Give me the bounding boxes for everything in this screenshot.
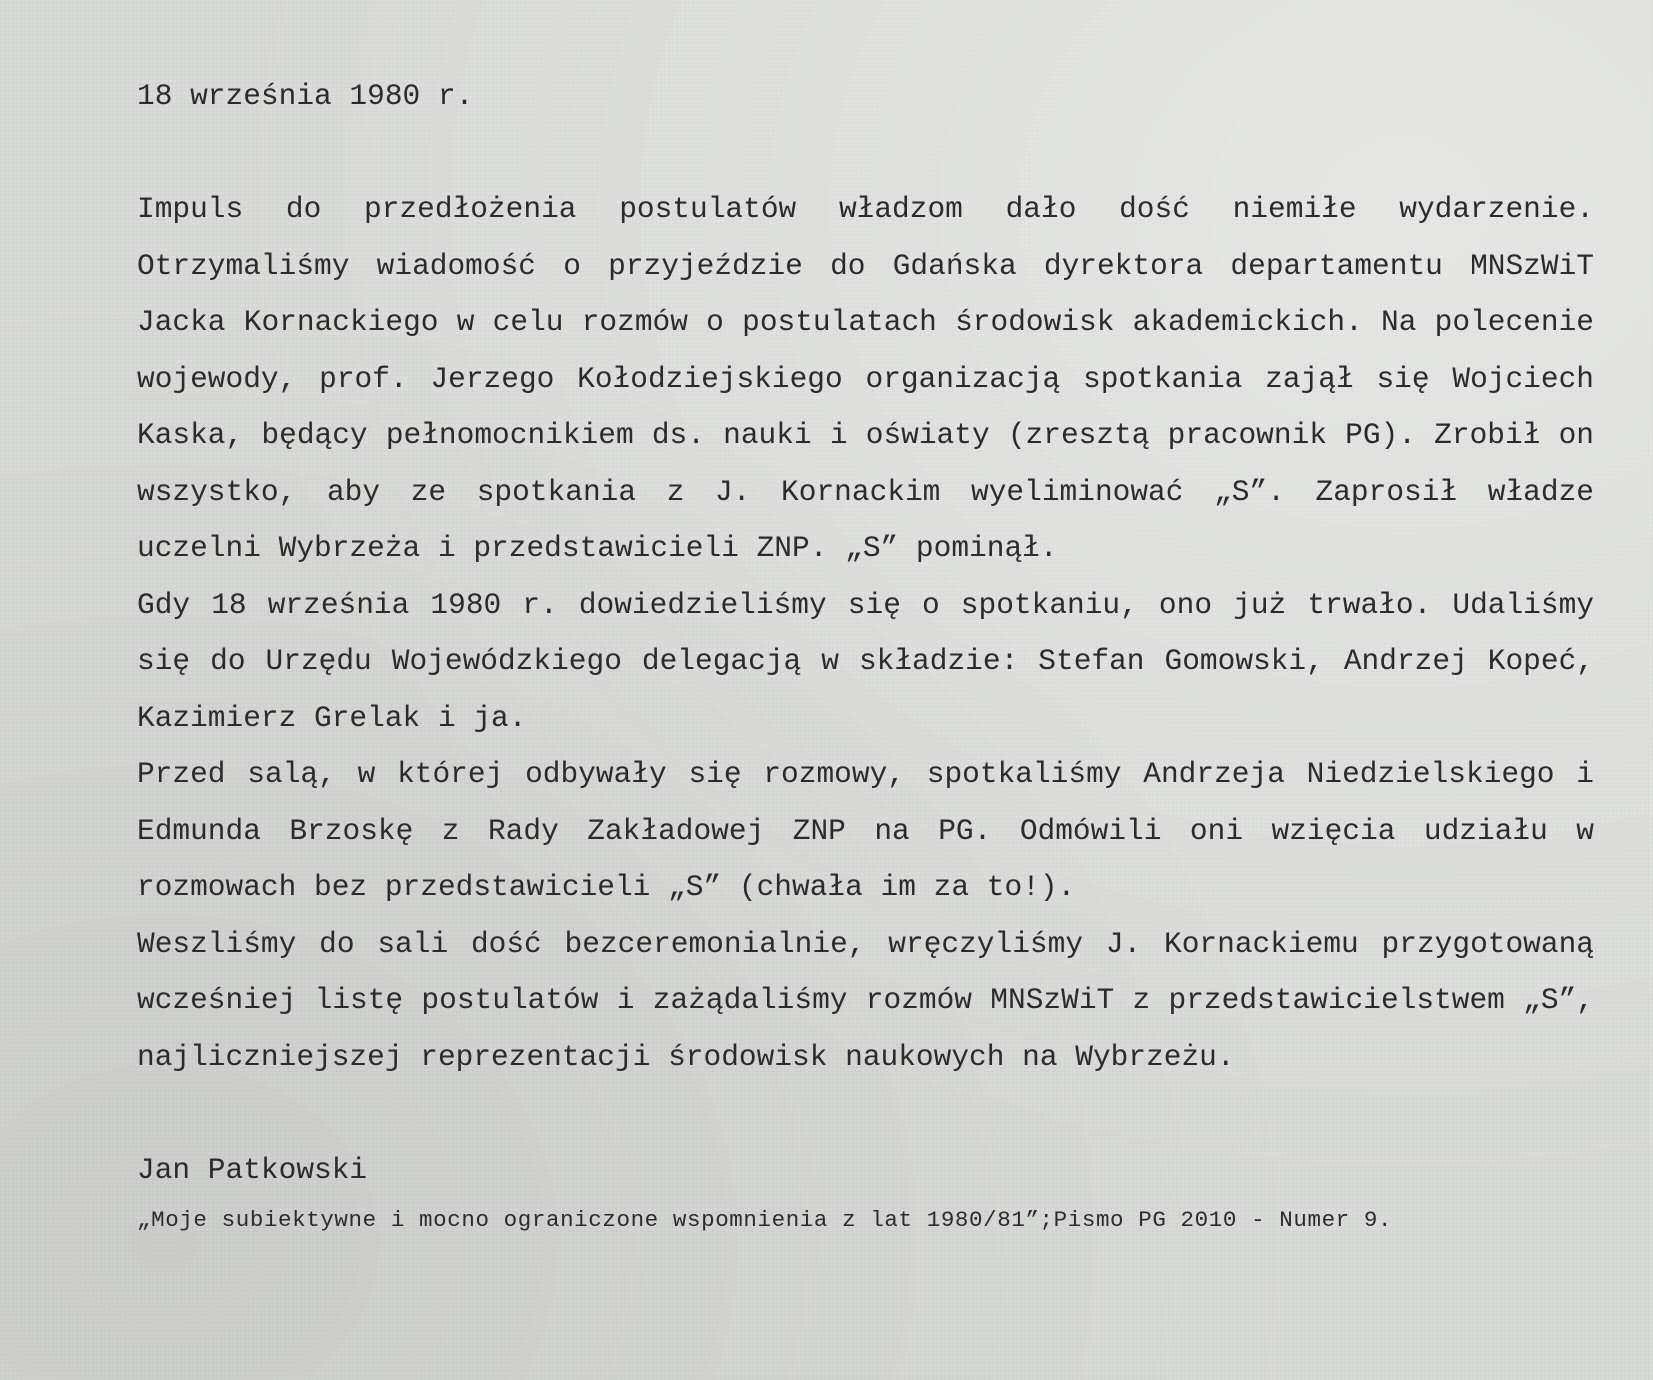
source-citation: „Moje subiektywne i mocno ograniczone wspomnienia z lat 1980/81”;Pismo PG 2010 - Numer 9. <box>137 1207 1393 1233</box>
paragraph-4: Weszliśmy do sali dość bezceremonialnie, wręczyliśmy J. Kornackiemu przygotowaną wcześniej listę postulatów i zażądaliśmy rozmów MNSzWiT z przedstawicielstwem „S”, najliczniejszej reprezentacji środowisk naukowych na Wybrzeżu. <box>137 926 1594 1074</box>
author-signature: Jan Patkowski <box>137 1152 368 1187</box>
paragraph-1: Impuls do przedłożenia postulatów władzom dało dość niemiłe wydarzenie. Otrzymaliśmy wiadomość o przyjeździe do Gdańska dyrektora departamentu MNSzWiT Jacka Kornackiego w celu rozmów o postulatach środowisk akademickich. Na polecenie wojewody, prof. Jerzego Kołodziejskiego organizacją spotkania zajął się Wojciech Kaska, będący pełnomocnikiem ds. nauki i oświaty (zresztą pracownik PG). Zrobił on wszystko, aby ze spotkania z J. Kornackim wyeliminować „S”. Zaprosił władze uczelni Wybrzeża i przedstawicieli ZNP. „S” pominął. <box>137 192 1594 565</box>
paragraph-2: Gdy 18 września 1980 r. dowiedzieliśmy się o spotkaniu, ono już trwało. Udaliśmy się do Urzędu Wojewódzkiego delegacją w składzie: Stefan Gomowski, Andrzej Kopeć, Kazimierz Grelak i ja. <box>137 587 1594 735</box>
document-body <box>137 181 1594 1085</box>
paragraph-3: Przed salą, w której odbywały się rozmowy, spotkaliśmy Andrzeja Niedzielskiego i Edmunda Brzoskę z Rady Zakładowej ZNP na PG. Odmówili oni wzięcia udziału w rozmowach bez przedstawicieli „S” (chwała im za to!). <box>137 757 1594 904</box>
document-date: 18 września 1980 r. <box>137 79 474 113</box>
document-page <box>137 68 1594 1240</box>
